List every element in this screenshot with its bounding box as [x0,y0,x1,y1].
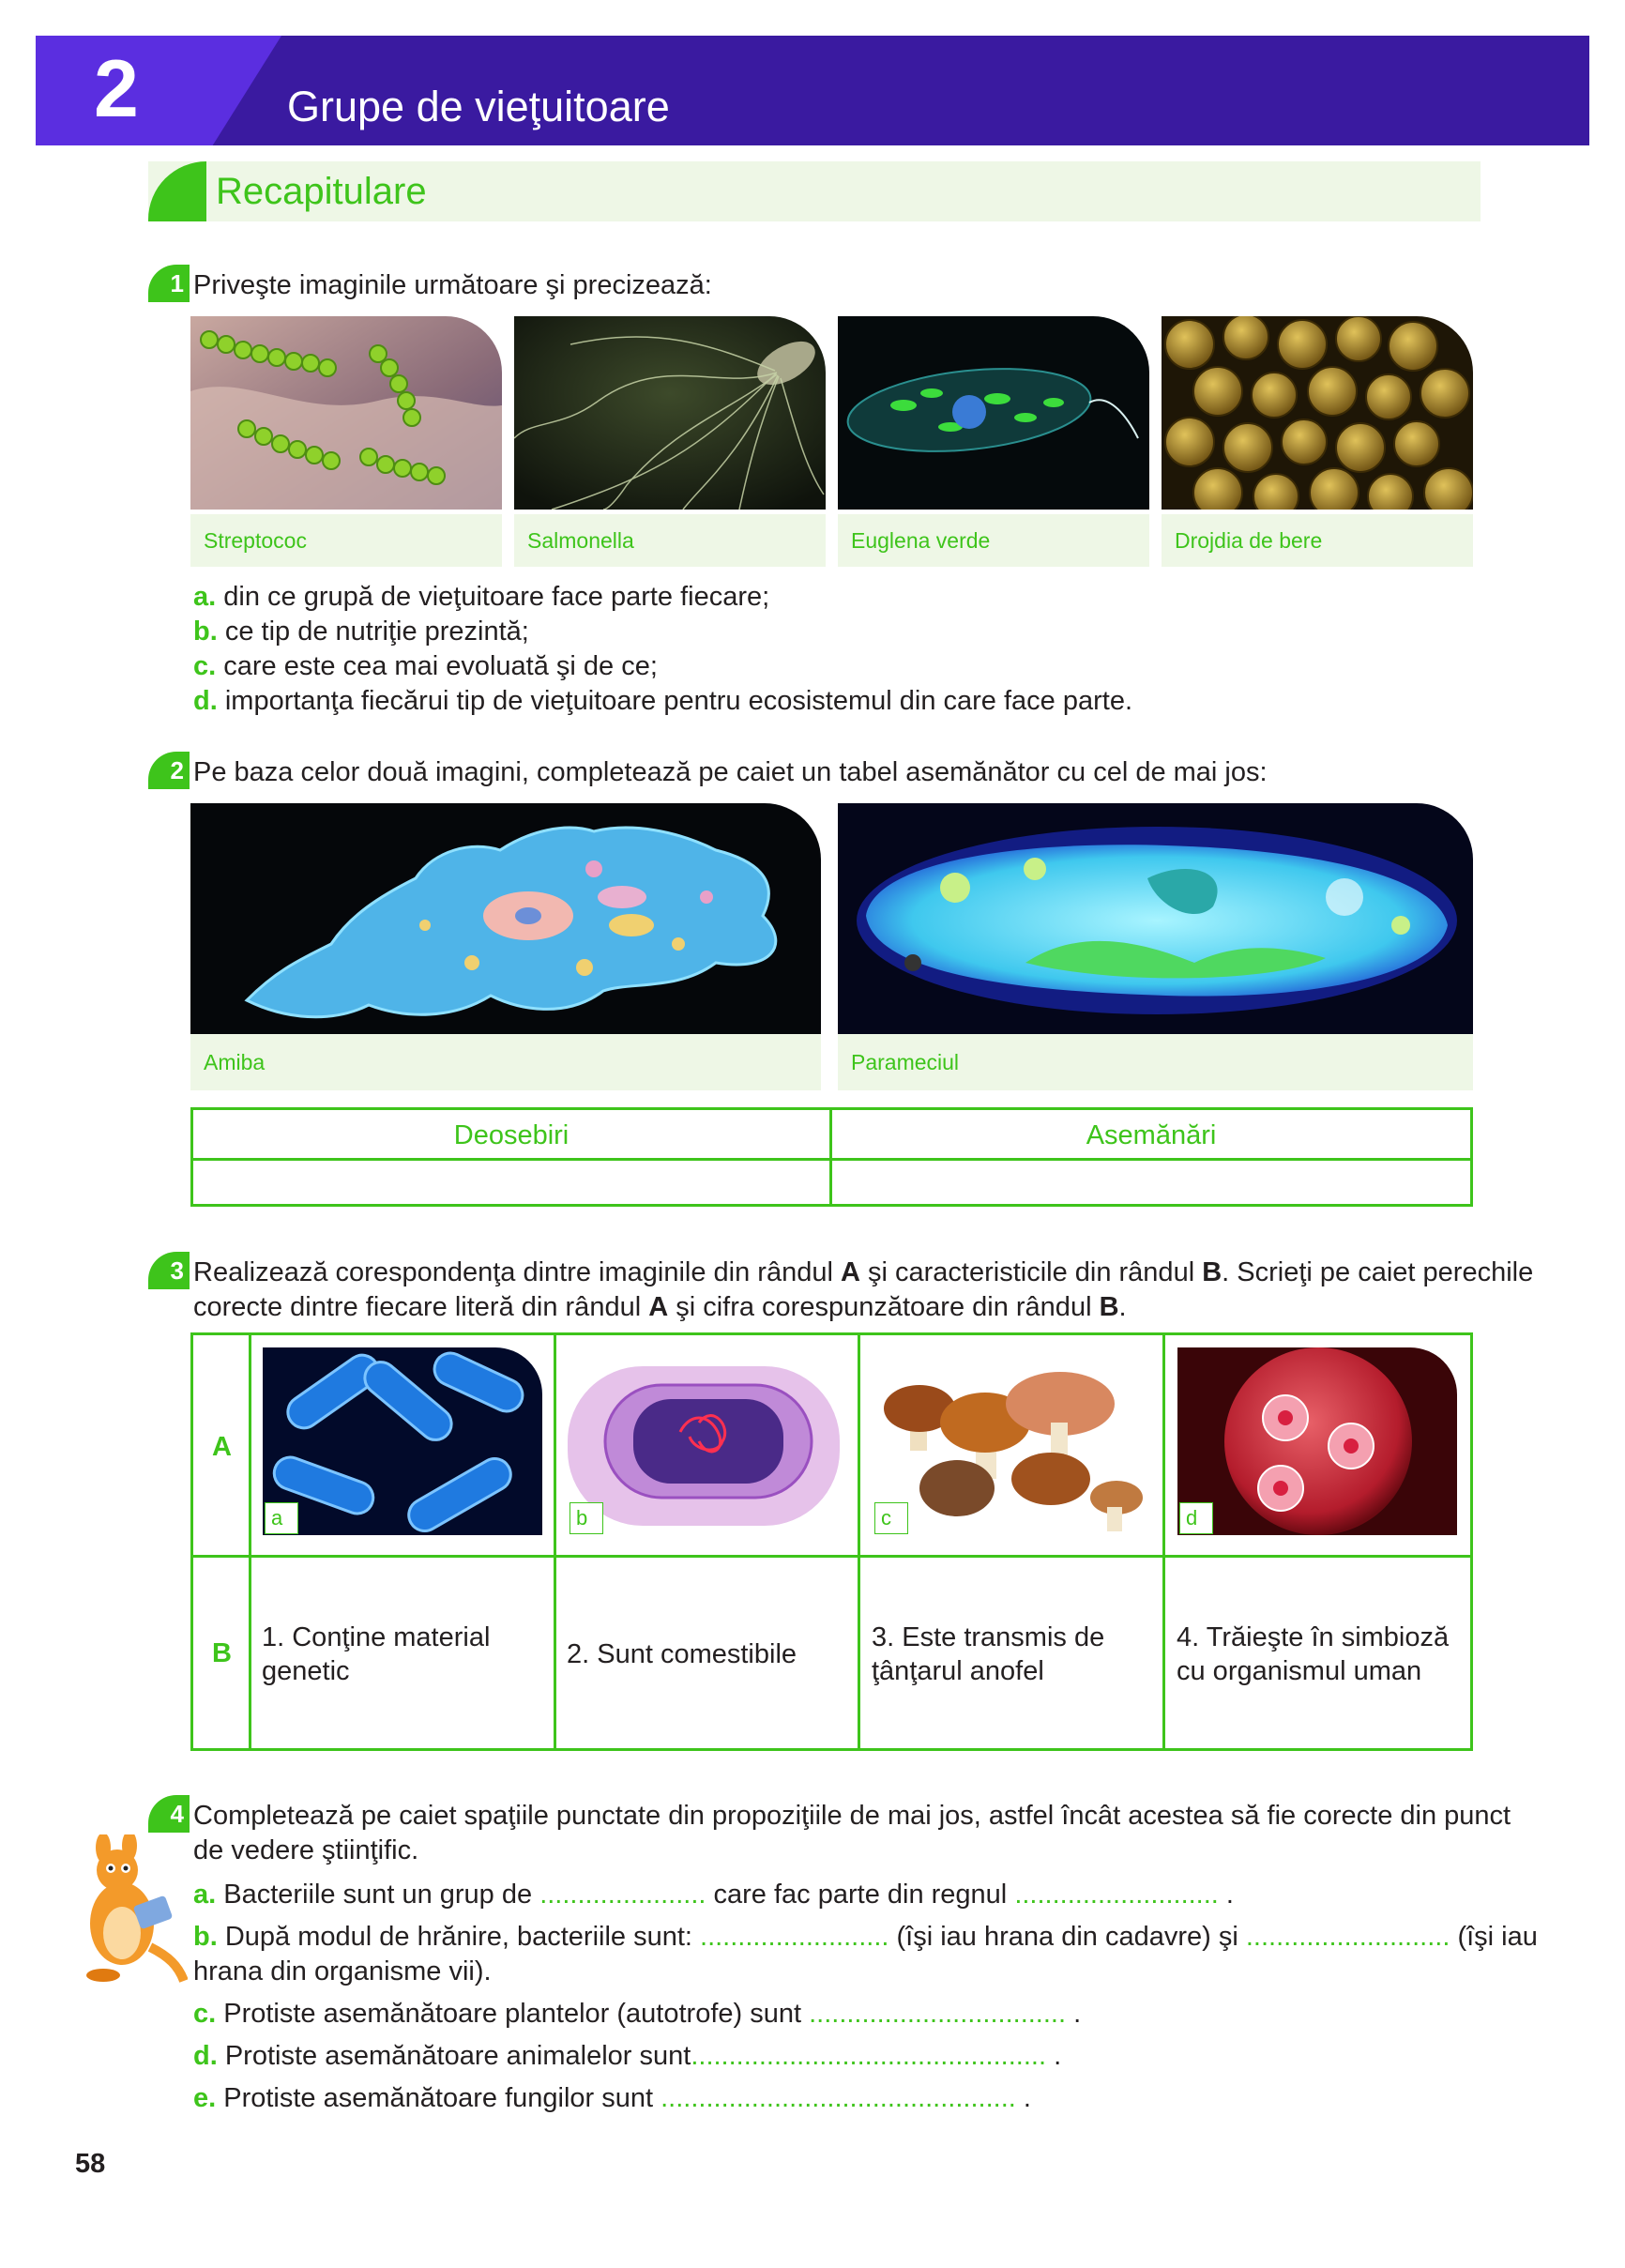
exercise-1-prompt: Priveşte imaginile următoare şi precizează: [193,270,712,300]
blank-dots: ........................... [1245,1922,1450,1952]
chapter-number: 2 [94,44,139,134]
salmonella-photo [514,316,826,510]
table-divider [1162,1332,1165,1751]
exercise-4-prompt-line1: Completează pe caiet spaţiile punctate din propoziţiile de mai jos, astfel încât acestea să fie corecte din punct [193,1801,1511,1831]
item-text: Protiste asemănătoare animalelor sunt [224,2041,691,2071]
blank-dots: .................................. [809,1999,1067,2029]
euglena-photo [838,316,1149,510]
table-divider [554,1332,556,1751]
exercise-1-item-a [193,580,769,614]
item-text: Protiste asemănătoare fungilor sunt [223,2083,661,2113]
characteristic-line: 2. Sunt comestibile [567,1639,797,1669]
caption-drojdia: Drojdia de bere [1162,514,1473,567]
image-tag-b: b [570,1502,603,1534]
item-label: c. [193,651,217,681]
characteristic-line: cu organismul uman [1177,1656,1422,1686]
item-text: . [1015,2083,1031,2113]
section-title: Recapitulare [216,171,427,212]
bacilli-photo [263,1347,542,1535]
item-text: După modul de hrănire, bacteriile sunt: [224,1922,701,1952]
item-text: din ce grupă de vieţuitoare face parte fiecare; [223,582,770,612]
prompt-text: corecte dintre fiecare literă din rândul [193,1292,649,1322]
caption-parameciul: Parameciul [838,1034,1473,1090]
item-text: (îşi iau [1450,1922,1538,1952]
item-text: care fac parte din regnul [706,1880,1015,1910]
item-label: d. [193,2041,218,2071]
item-label: d. [193,686,218,716]
caption-amiba: Amiba [190,1034,821,1090]
exercise-4-prompt-line2: de vedere ştiinţific. [193,1835,419,1865]
exercise-4-item-e [193,2081,1031,2115]
item-text: . [1218,1880,1234,1910]
blank-dots: ......................... [700,1922,889,1952]
page-number: 58 [75,2149,106,2179]
characteristic-line: genetic [262,1656,350,1686]
prompt-bold: A [840,1257,860,1287]
exercise-1-item-d [193,684,1132,718]
row-b-label: B [212,1638,232,1668]
prompt-text: . Scrieţi pe caiet perechile [1222,1257,1534,1287]
item-text: care este cea mai evoluată şi de ce; [223,651,658,681]
item-text: (îşi iau hrana din cadavre) şi [888,1922,1246,1952]
characteristic-line: ţânţarul anofel [872,1656,1044,1686]
paramecium-photo [838,803,1473,1034]
blank-dots: ........................... [1014,1880,1219,1910]
exercise-2-number: 2 [148,752,190,789]
caption-salmonella: Salmonella [514,514,826,567]
prompt-bold: A [648,1292,669,1322]
characteristic-line: 4. Trăieşte în simbioză [1177,1622,1450,1652]
characteristic-1 [262,1621,490,1688]
table-divider [190,1555,1473,1558]
prompt-bold: B [1202,1257,1223,1287]
caption-streptococ: Streptococ [190,514,502,567]
prompt-text: şi caracteristicile din rândul [859,1257,1203,1287]
exercise-4-item-c [193,1997,1081,2031]
item-text: Protiste asemănătoare plantelor (autotrofe) sunt [223,1999,810,2029]
image-tag-a: a [265,1502,298,1534]
prompt-bold: B [1099,1292,1119,1322]
item-label: b. [193,1922,218,1952]
prompt-text: şi cifra corespunzătoare din rândul [668,1292,1100,1322]
exercise-4-item-a [193,1878,1234,1911]
caption-euglena: Euglena verde [838,514,1149,567]
characteristic-line: 1. Conţine material [262,1622,491,1652]
kangaroo-mascot-icon [66,1834,188,1985]
image-tag-c: c [874,1502,908,1534]
prompt-text: Realizează corespondenţa dintre imaginile din rândul [193,1257,841,1287]
exercise-3-prompt-line2 [193,1290,1127,1324]
mushrooms-photo [873,1347,1152,1535]
bacterium-cell-photo [568,1347,847,1535]
characteristic-line: 3. Este transmis de [872,1622,1105,1652]
blank-dots: ...................... [539,1880,706,1910]
item-text: . [1066,1999,1082,2029]
item-label: a. [193,1880,217,1910]
exercise-3-number: 3 [148,1252,190,1289]
exercise-4-item-b [193,1920,1538,1954]
amoeba-photo [190,803,821,1034]
header-deosebiri: Deosebiri [453,1120,570,1150]
blank-dots: ............................................... [661,2083,1016,2113]
chapter-title: Grupe de vieţuitoare [287,83,670,130]
header-asemanari: Asemănări [1086,1120,1217,1150]
exercise-3-prompt-line1 [193,1256,1533,1289]
exercise-1-item-c [193,649,658,683]
exercise-1-number: 1 [148,265,190,302]
item-text: ce tip de nutriţie prezintă; [224,616,529,647]
exercise-4-item-b-line2: hrana din organisme vii). [193,1956,492,1986]
yeast-photo [1162,316,1473,510]
item-label: a. [193,582,217,612]
table-divider [249,1332,251,1751]
characteristic-4 [1177,1621,1449,1688]
streptococcus-photo [190,316,502,510]
item-text: . [1046,2041,1062,2071]
plasmodium-cell-photo [1177,1347,1457,1535]
prompt-text: . [1118,1292,1127,1322]
item-label: b. [193,616,218,647]
item-label: c. [193,1999,217,2029]
image-tag-d: d [1179,1502,1213,1534]
exercise-2-prompt: Pe baza celor două imagini, completează pe caiet un tabel asemănător cu cel de mai jos: [193,757,1268,787]
exercise-4-number: 4 [148,1795,190,1833]
exercise-4-item-d [193,2039,1061,2073]
item-text: Bacteriile sunt un grup de [223,1880,540,1910]
blank-dots: ............................................... [691,2041,1047,2071]
characteristic-3 [872,1621,1104,1688]
characteristic-2 [567,1637,797,1671]
item-label: e. [193,2083,217,2113]
row-a-label: A [212,1432,232,1462]
item-text: importanţa fiecărui tip de vieţuitoare pentru ecosistemul din care face parte. [224,686,1133,716]
exercise-1-item-b [193,615,529,648]
table-divider [858,1332,860,1751]
